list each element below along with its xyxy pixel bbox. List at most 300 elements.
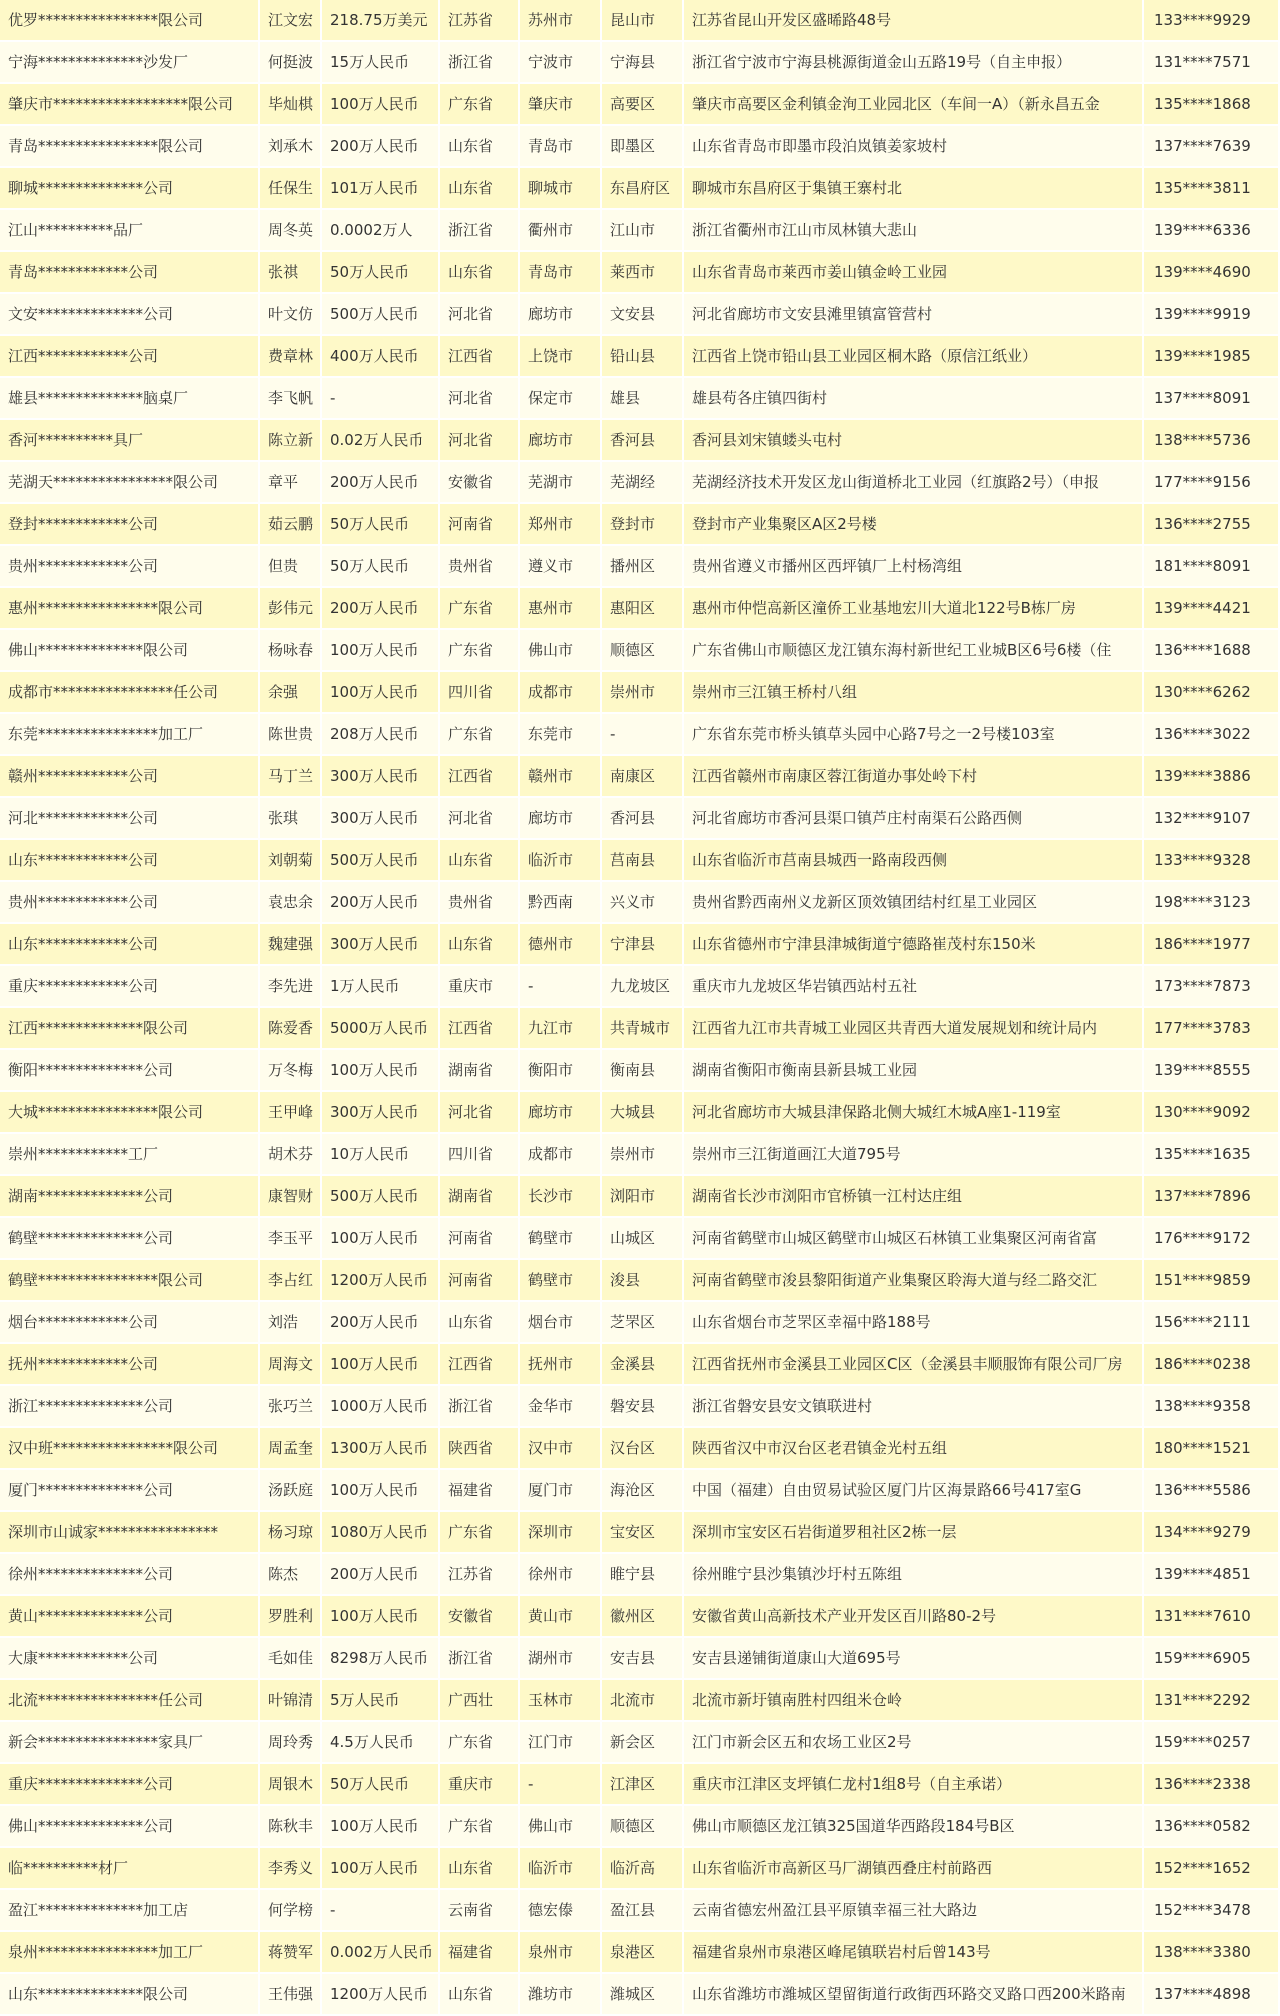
district-cell: 雄县 [602,378,684,420]
city-cell: 烟台市 [520,1302,602,1344]
province-cell: 山东省 [440,126,520,168]
phone-cell: 136****5586 [1144,1470,1280,1512]
address-cell: 芜湖经济技术开发区龙山街道桥北工业园（红旗路2号）（申报 [684,462,1144,504]
phone-cell: 139****4851 [1144,1554,1280,1596]
province-cell: 陕西省 [440,1428,520,1470]
capital-cell: 1万人民币 [322,966,440,1008]
contact-cell: 江文宏 [260,0,322,42]
province-cell: 重庆市 [440,966,520,1008]
phone-cell: 130****9092 [1144,1092,1280,1134]
district-cell: 高要区 [602,84,684,126]
contact-cell: 陈世贵 [260,714,322,756]
district-cell: 昆山市 [602,0,684,42]
province-cell: 山东省 [440,1974,520,2016]
contact-cell: 但贵 [260,546,322,588]
capital-cell: 50万人民币 [322,504,440,546]
district-cell: 北流市 [602,1680,684,1722]
table-row [0,462,1280,504]
city-cell: 深圳市 [520,1512,602,1554]
phone-cell: 139****8555 [1144,1050,1280,1092]
capital-cell: 200万人民币 [322,1302,440,1344]
phone-cell: 130****6262 [1144,672,1280,714]
phone-cell: 131****2292 [1144,1680,1280,1722]
company-cell: 衡阳**************公司 [0,1050,260,1092]
capital-cell: 50万人民币 [322,1764,440,1806]
company-cell: 深圳市山诚家**************** [0,1512,260,1554]
capital-cell: 100万人民币 [322,1050,440,1092]
district-cell: 江山市 [602,210,684,252]
address-cell: 安徽省黄山高新技术产业开发区百川路80-2号 [684,1596,1144,1638]
phone-cell: 137****4898 [1144,1974,1280,2016]
province-cell: 江西省 [440,756,520,798]
company-cell: 聊城**************公司 [0,168,260,210]
table-row [0,1932,1280,1974]
province-cell: 湖南省 [440,1050,520,1092]
capital-cell: 50万人民币 [322,546,440,588]
phone-cell: 152****3478 [1144,1890,1280,1932]
phone-cell: 132****9107 [1144,798,1280,840]
city-cell: 泉州市 [520,1932,602,1974]
district-cell: 莒南县 [602,840,684,882]
capital-cell: 4.5万人民币 [322,1722,440,1764]
province-cell: 山东省 [440,1302,520,1344]
province-cell: 河北省 [440,378,520,420]
province-cell: 四川省 [440,672,520,714]
address-cell: 崇州市三江街道画江大道795号 [684,1134,1144,1176]
company-cell: 重庆************公司 [0,966,260,1008]
table-row [0,294,1280,336]
company-cell: 惠州****************限公司 [0,588,260,630]
province-cell: 广东省 [440,588,520,630]
contact-cell: 任保生 [260,168,322,210]
company-cell: 佛山**************限公司 [0,630,260,672]
phone-cell: 139****3886 [1144,756,1280,798]
province-cell: 福建省 [440,1470,520,1512]
contact-cell: 叶锦清 [260,1680,322,1722]
district-cell: 九龙坡区 [602,966,684,1008]
city-cell: 九江市 [520,1008,602,1050]
city-cell: 宁波市 [520,42,602,84]
company-cell: 北流****************任公司 [0,1680,260,1722]
province-cell: 四川省 [440,1134,520,1176]
address-cell: 佛山市顺德区龙江镇325国道华西路段184号B区 [684,1806,1144,1848]
province-cell: 江西省 [440,1008,520,1050]
capital-cell: 500万人民币 [322,840,440,882]
phone-cell: 136****2338 [1144,1764,1280,1806]
city-cell: 玉林市 [520,1680,602,1722]
contact-cell: 陈杰 [260,1554,322,1596]
address-cell: 安吉县递铺街道康山大道695号 [684,1638,1144,1680]
province-cell: 山东省 [440,252,520,294]
table-row [0,714,1280,756]
contact-cell: 马丁兰 [260,756,322,798]
province-cell: 河北省 [440,420,520,462]
province-cell: 江西省 [440,336,520,378]
capital-cell: 100万人民币 [322,1344,440,1386]
phone-cell: 133****9328 [1144,840,1280,882]
table-row [0,84,1280,126]
company-cell: 鹤壁**************公司 [0,1218,260,1260]
province-cell: 广西壮 [440,1680,520,1722]
company-cell: 浙江**************公司 [0,1386,260,1428]
table-row [0,1764,1280,1806]
phone-cell: 137****7639 [1144,126,1280,168]
city-cell: 德宏傣 [520,1890,602,1932]
city-cell: 惠州市 [520,588,602,630]
capital-cell: 218.75万美元 [322,0,440,42]
capital-cell: 101万人民币 [322,168,440,210]
phone-cell: 159****0257 [1144,1722,1280,1764]
contact-cell: 魏建强 [260,924,322,966]
contact-cell: 叶文仿 [260,294,322,336]
table-row [0,924,1280,966]
contact-cell: 张祺 [260,252,322,294]
company-cell: 新会****************家具厂 [0,1722,260,1764]
table-row [0,1218,1280,1260]
capital-cell: 1080万人民币 [322,1512,440,1554]
phone-cell: 135****3811 [1144,168,1280,210]
phone-cell: 186****0238 [1144,1344,1280,1386]
table-row [0,1554,1280,1596]
province-cell: 湖南省 [440,1176,520,1218]
company-cell: 山东************公司 [0,840,260,882]
contact-cell: 刘承木 [260,126,322,168]
city-cell: 黄山市 [520,1596,602,1638]
district-cell: 芜湖经 [602,462,684,504]
district-cell: 惠阳区 [602,588,684,630]
city-cell: 衡阳市 [520,1050,602,1092]
contact-cell: 毕灿棋 [260,84,322,126]
capital-cell: 15万人民币 [322,42,440,84]
district-cell: 大城县 [602,1092,684,1134]
phone-cell: 136****3022 [1144,714,1280,756]
district-cell: 宁津县 [602,924,684,966]
city-cell: 湖州市 [520,1638,602,1680]
company-cell: 肇庆市******************限公司 [0,84,260,126]
company-cell: 河北************公司 [0,798,260,840]
district-cell: 浏阳市 [602,1176,684,1218]
district-cell: 泉港区 [602,1932,684,1974]
company-cell: 崇州************工厂 [0,1134,260,1176]
capital-cell: 100万人民币 [322,1596,440,1638]
table-row [0,546,1280,588]
company-cell: 赣州************公司 [0,756,260,798]
table-row [0,1050,1280,1092]
capital-cell: 300万人民币 [322,756,440,798]
city-cell: 衢州市 [520,210,602,252]
address-cell: 河南省鹤壁市浚县黎阳街道产业集聚区聆海大道与经二路交汇 [684,1260,1144,1302]
company-cell: 雄县**************脑桌厂 [0,378,260,420]
table-row [0,1470,1280,1512]
address-cell: 山东省临沂市莒南县城西一路南段西侧 [684,840,1144,882]
company-cell: 鹤壁****************限公司 [0,1260,260,1302]
company-cell: 临**********材厂 [0,1848,260,1890]
city-cell: 青岛市 [520,252,602,294]
phone-cell: 136****0582 [1144,1806,1280,1848]
table-row [0,210,1280,252]
capital-cell: 200万人民币 [322,462,440,504]
capital-cell: 1300万人民币 [322,1428,440,1470]
district-cell: 潍城区 [602,1974,684,2016]
city-cell: 佛山市 [520,630,602,672]
contact-cell: 周海文 [260,1344,322,1386]
address-cell: 深圳市宝安区石岩街道罗租社区2栋一层 [684,1512,1144,1554]
table-row [0,126,1280,168]
company-cell: 山东**************限公司 [0,1974,260,2016]
phone-cell: 135****1635 [1144,1134,1280,1176]
table-row [0,1428,1280,1470]
capital-cell: 5万人民币 [322,1680,440,1722]
address-cell: 湖南省衡阳市衡南县新县城工业园 [684,1050,1144,1092]
contact-cell: 何挺波 [260,42,322,84]
phone-cell: 139****4690 [1144,252,1280,294]
company-cell: 抚州************公司 [0,1344,260,1386]
address-cell: 惠州市仲恺高新区潼侨工业基地宏川大道北122号B栋厂房 [684,588,1144,630]
province-cell: 浙江省 [440,42,520,84]
address-cell: 肇庆市高要区金利镇金洵工业园北区（车间一A）（新永昌五金 [684,84,1144,126]
contact-cell: 杨习琼 [260,1512,322,1554]
phone-cell: 138****5736 [1144,420,1280,462]
district-cell: 汉台区 [602,1428,684,1470]
company-cell: 汉中班****************限公司 [0,1428,260,1470]
phone-cell: 186****1977 [1144,924,1280,966]
province-cell: 山东省 [440,1848,520,1890]
district-cell: 兴义市 [602,882,684,924]
contact-cell: 余强 [260,672,322,714]
city-cell: 金华市 [520,1386,602,1428]
city-cell: 遵义市 [520,546,602,588]
city-cell: 成都市 [520,1134,602,1176]
contact-cell: 陈爱香 [260,1008,322,1050]
district-cell: 山城区 [602,1218,684,1260]
capital-cell: 100万人民币 [322,1470,440,1512]
province-cell: 山东省 [440,924,520,966]
contact-cell: 周孟奎 [260,1428,322,1470]
address-cell: 雄县苟各庄镇四街村 [684,378,1144,420]
contact-cell: 何学榜 [260,1890,322,1932]
contact-cell: 李飞帆 [260,378,322,420]
table-row [0,1176,1280,1218]
city-cell: 上饶市 [520,336,602,378]
phone-cell: 131****7571 [1144,42,1280,84]
address-cell: 浙江省衢州市江山市凤林镇大悲山 [684,210,1144,252]
company-cell: 优罗****************限公司 [0,0,260,42]
city-cell: 德州市 [520,924,602,966]
phone-cell: 136****2755 [1144,504,1280,546]
address-cell: 山东省临沂市高新区马厂湖镇西叠庄村前路西 [684,1848,1144,1890]
city-cell: 鹤壁市 [520,1218,602,1260]
table-row [0,420,1280,462]
province-cell: 重庆市 [440,1764,520,1806]
province-cell: 河北省 [440,798,520,840]
district-cell: - [602,714,684,756]
province-cell: 浙江省 [440,1386,520,1428]
city-cell: 潍坊市 [520,1974,602,2016]
table-row [0,1302,1280,1344]
table-row [0,1134,1280,1176]
city-cell: - [520,966,602,1008]
phone-cell: 134****9279 [1144,1512,1280,1554]
capital-cell: 300万人民币 [322,924,440,966]
district-cell: 文安县 [602,294,684,336]
phone-cell: 139****1985 [1144,336,1280,378]
district-cell: 宝安区 [602,1512,684,1554]
phone-cell: 139****6336 [1144,210,1280,252]
table-row [0,588,1280,630]
address-cell: 贵州省遵义市播州区西坪镇厂上村杨湾组 [684,546,1144,588]
company-cell: 重庆**************公司 [0,1764,260,1806]
capital-cell: 300万人民币 [322,798,440,840]
capital-cell: 5000万人民币 [322,1008,440,1050]
city-cell: 保定市 [520,378,602,420]
address-cell: 江西省赣州市南康区蓉江街道办事处岭下村 [684,756,1144,798]
address-cell: 浙江省磐安县安文镇联进村 [684,1386,1144,1428]
city-cell: 成都市 [520,672,602,714]
contact-cell: 罗胜利 [260,1596,322,1638]
contact-cell: 李占红 [260,1260,322,1302]
address-cell: 湖南省长沙市浏阳市官桥镇一江村达庄组 [684,1176,1144,1218]
capital-cell: 200万人民币 [322,126,440,168]
table-row [0,1890,1280,1932]
capital-cell: 10万人民币 [322,1134,440,1176]
capital-cell: 100万人民币 [322,1848,440,1890]
address-cell: 陕西省汉中市汉台区老君镇金光村五组 [684,1428,1144,1470]
capital-cell: 100万人民币 [322,1218,440,1260]
address-cell: 香河县刘宋镇蝼头屯村 [684,420,1144,462]
phone-cell: 139****9919 [1144,294,1280,336]
address-cell: 广东省佛山市顺德区龙江镇东海村新世纪工业城B区6号6楼（住 [684,630,1144,672]
province-cell: 广东省 [440,630,520,672]
capital-cell: 300万人民币 [322,1092,440,1134]
district-cell: 崇州市 [602,672,684,714]
phone-cell: 131****7610 [1144,1596,1280,1638]
table-row [0,1512,1280,1554]
company-cell: 大康************公司 [0,1638,260,1680]
city-cell: 肇庆市 [520,84,602,126]
province-cell: 福建省 [440,1932,520,1974]
table-row [0,42,1280,84]
contact-cell: 陈秋丰 [260,1806,322,1848]
contact-cell: 杨咏春 [260,630,322,672]
contact-cell: 陈立新 [260,420,322,462]
address-cell: 广东省东莞市桥头镇草头园中心路7号之一2号楼103室 [684,714,1144,756]
table-row [0,1260,1280,1302]
province-cell: 广东省 [440,1512,520,1554]
city-cell: 聊城市 [520,168,602,210]
contact-cell: 李秀义 [260,1848,322,1890]
address-cell: 崇州市三江镇王桥村八组 [684,672,1144,714]
address-cell: 浙江省宁波市宁海县桃源街道金山五路19号（自主申报） [684,42,1144,84]
province-cell: 安徽省 [440,462,520,504]
company-cell: 江山**********品厂 [0,210,260,252]
province-cell: 河南省 [440,1218,520,1260]
district-cell: 江津区 [602,1764,684,1806]
district-cell: 盈江县 [602,1890,684,1932]
table-row [0,504,1280,546]
contact-cell: 李先进 [260,966,322,1008]
contact-cell: 费章林 [260,336,322,378]
province-cell: 江西省 [440,1344,520,1386]
table-row [0,336,1280,378]
phone-cell: 180****1521 [1144,1428,1280,1470]
district-cell: 崇州市 [602,1134,684,1176]
province-cell: 安徽省 [440,1596,520,1638]
province-cell: 广东省 [440,714,520,756]
capital-cell: 0.002万人民币 [322,1932,440,1974]
contact-cell: 袁忠余 [260,882,322,924]
contact-cell: 毛如佳 [260,1638,322,1680]
city-cell: 郑州市 [520,504,602,546]
table-row [0,1638,1280,1680]
province-cell: 河北省 [440,294,520,336]
district-cell: 新会区 [602,1722,684,1764]
city-cell: 赣州市 [520,756,602,798]
district-cell: 顺德区 [602,1806,684,1848]
capital-cell: 50万人民币 [322,252,440,294]
province-cell: 河北省 [440,1092,520,1134]
address-cell: 江西省九江市共青城工业园区共青西大道发展规划和统计局内 [684,1008,1144,1050]
district-cell: 磐安县 [602,1386,684,1428]
phone-cell: 177****3783 [1144,1008,1280,1050]
capital-cell: 400万人民币 [322,336,440,378]
phone-cell: 156****2111 [1144,1302,1280,1344]
phone-cell: 135****1868 [1144,84,1280,126]
city-cell: 廊坊市 [520,798,602,840]
province-cell: 贵州省 [440,882,520,924]
address-cell: 贵州省黔西南州义龙新区顶效镇团结村红星工业园区 [684,882,1144,924]
capital-cell: 1000万人民币 [322,1386,440,1428]
table-row [0,252,1280,294]
contact-cell: 汤跃庭 [260,1470,322,1512]
city-cell: - [520,1764,602,1806]
table-row [0,1680,1280,1722]
district-cell: 浚县 [602,1260,684,1302]
contact-cell: 康智财 [260,1176,322,1218]
district-cell: 香河县 [602,420,684,462]
province-cell: 广东省 [440,84,520,126]
address-cell: 聊城市东昌府区于集镇王寨村北 [684,168,1144,210]
phone-cell: 138****3380 [1144,1932,1280,1974]
address-cell: 北流市新圩镇南胜村四组米仓岭 [684,1680,1144,1722]
table-row [0,1722,1280,1764]
city-cell: 苏州市 [520,0,602,42]
address-cell: 中国（福建）自由贸易试验区厦门片区海景路66号417室G [684,1470,1144,1512]
company-cell: 黄山**************公司 [0,1596,260,1638]
address-cell: 河北省廊坊市大城县津保路北侧大城红木城A座1-119室 [684,1092,1144,1134]
phone-cell: 152****1652 [1144,1848,1280,1890]
capital-cell: - [322,1890,440,1932]
address-cell: 山东省青岛市莱西市姜山镇金岭工业园 [684,252,1144,294]
table-row [0,756,1280,798]
district-cell: 登封市 [602,504,684,546]
address-cell: 重庆市江津区支坪镇仁龙村1组8号（自主承诺） [684,1764,1144,1806]
phone-cell: 173****7873 [1144,966,1280,1008]
company-cell: 贵州************公司 [0,546,260,588]
capital-cell: 200万人民币 [322,588,440,630]
company-cell: 文安**************公司 [0,294,260,336]
city-cell: 临沂市 [520,840,602,882]
district-cell: 芝罘区 [602,1302,684,1344]
contact-cell: 周冬英 [260,210,322,252]
capital-cell: 1200万人民币 [322,1974,440,2016]
phone-cell: 137****8091 [1144,378,1280,420]
capital-cell: 100万人民币 [322,672,440,714]
contact-cell: 周银木 [260,1764,322,1806]
address-cell: 山东省烟台市芝罘区幸福中路188号 [684,1302,1144,1344]
contact-cell: 胡术芬 [260,1134,322,1176]
district-cell: 东昌府区 [602,168,684,210]
table-row [0,1386,1280,1428]
